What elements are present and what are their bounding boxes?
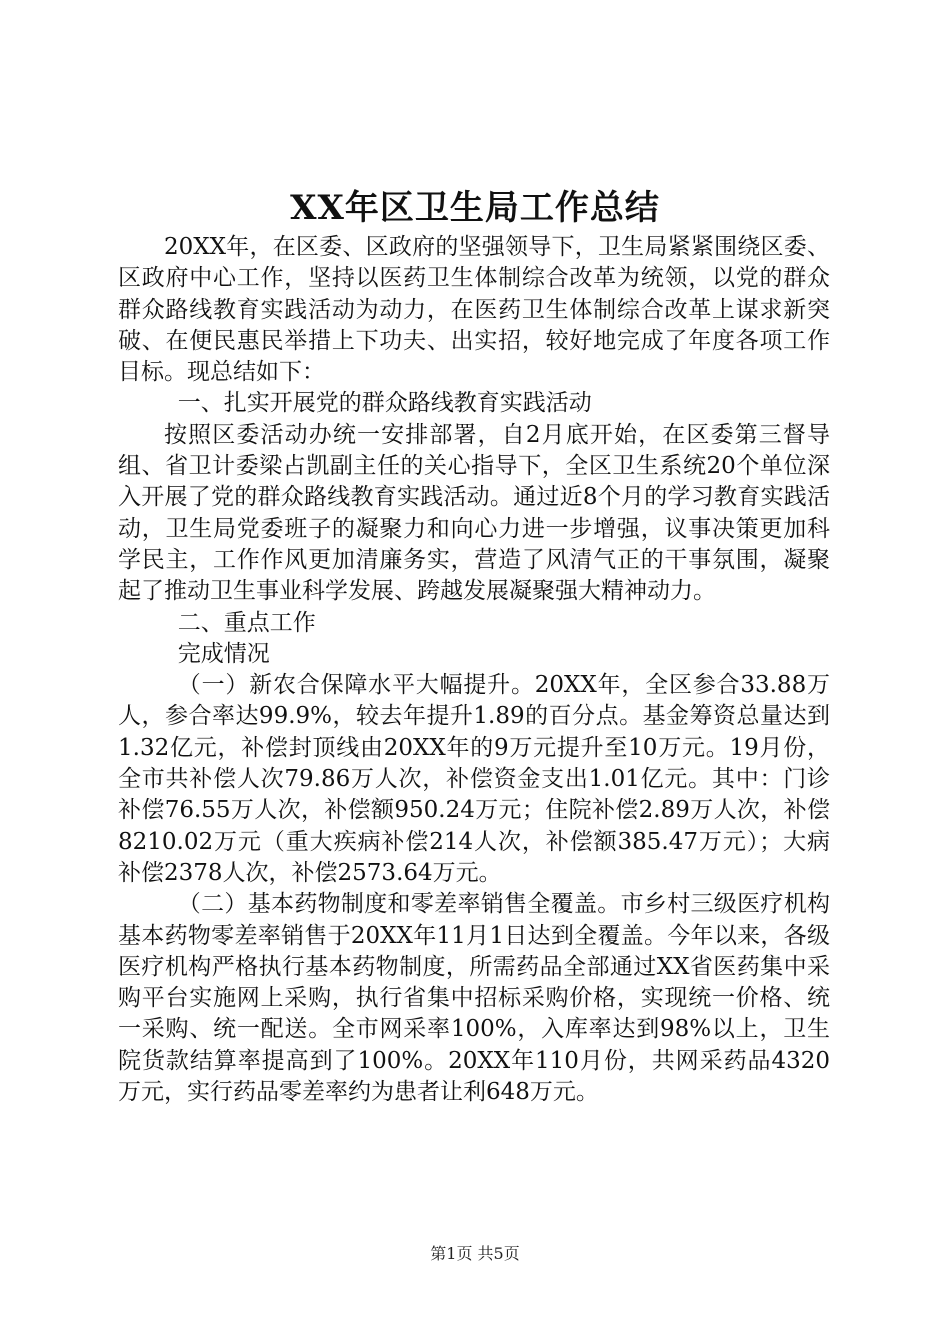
page-number: 第1页 共5页 xyxy=(430,1244,520,1263)
section-heading-2: 二、重点工作 xyxy=(177,609,316,636)
intro-paragraph: 20XX年，在区委、区政府的坚强领导下，卫生局紧紧围绕区委、区政府中心工作，坚持以医药卫生体制综合改革为统领，以党的群众群众路线教育实践活动为动力，在医药卫生体制综合改革上谋求新突破、在便民惠民举措上下功夫、出实招，较好地完成了年度各项工作目标。现总结如下： xyxy=(118,234,830,386)
subheading-completion: 完成情况 xyxy=(177,640,270,667)
item-2-paragraph: （二）基本药物制度和零差率销售全覆盖。市乡村三级医疗机构基本药物零差率销售于20XX年11月1日达到全覆盖。今年以来，各级医疗机构严格执行基本药物制度，所需药品全部通过XX省医药集中采购平台实施网上采购，执行省集中招标采购价格，实现统一价格、统一采购、统一配送。全市网采率100%，入库率达到98%以上，卫生院货款结算率提高到了100%。20XX年110月份，共网采药品4320万元，实行药品零差率约为患者让利648万元。 xyxy=(118,891,830,1106)
section-heading-1: 一、扎实开展党的群众路线教育实践活动 xyxy=(177,390,592,417)
document-title: XX年区卫生局工作总结 xyxy=(290,188,660,228)
section-1-paragraph: 按照区委活动办统一安排部署，自2月底开始，在区委第三督导组、省卫计委梁占凯副主任的关心指导下，全区卫生系统20个单位深入开展了党的群众路线教育实践活动。通过近8个月的学习教育实践活动，卫生局党委班子的凝聚力和向心力进一步增强，议事决策更加科学民主，工作作风更加清廉务实，营造了风清气正的干事氛围，凝聚起了推动卫生事业科学发展、跨越发展凝聚强大精神动力。 xyxy=(118,421,830,605)
item-1-paragraph: （一）新农合保障水平大幅提升。20XX年，全区参合33.88万人，参合率达99.9%，较去年提升1.89的百分点。基金筹资总量达到1.32亿元，补偿封顶线由20XX年的9万元提升至10万元。19月份，全市共补偿人次79.86万人次，补偿资金支出1.01亿元。其中：门诊补偿76.55万人次，补偿额950.24万元；住院补偿2.89万人次，补偿8210.02万元（重大疾病补偿214人次，补偿额385.47万元）；大病补偿2378人次，补偿2573.64万元。 xyxy=(118,672,830,886)
document-body xyxy=(118,232,830,1108)
